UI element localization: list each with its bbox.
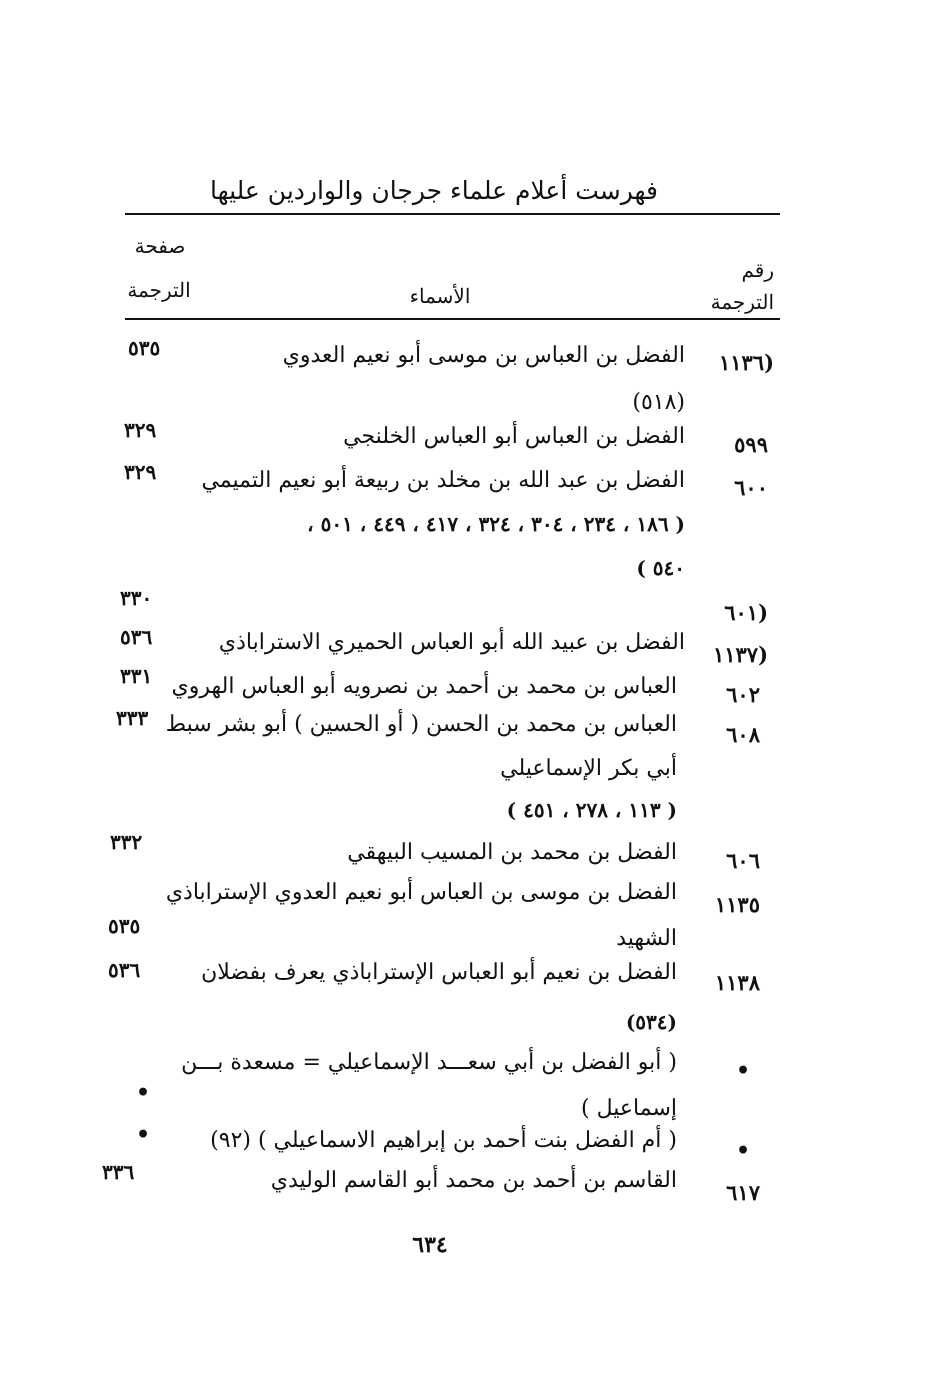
entry-name: الفضل بن عبيد الله أبو العباس الحميري الاستراباذي bbox=[218, 630, 685, 655]
entry-number: ٥٩٩ bbox=[734, 432, 768, 457]
entry-number: ٦٠٢ bbox=[726, 682, 760, 707]
entry-page: ٣٣٦ bbox=[102, 1160, 135, 1184]
entry-number: ٦٠١) bbox=[724, 600, 768, 625]
entry-number: ٦٠٦ bbox=[726, 848, 760, 873]
entry-number: • bbox=[736, 1058, 751, 1084]
entry-page: ٣٢٩ bbox=[124, 418, 157, 442]
entry-name: القاسم بن أحمد بن محمد أبو القاسم الوليدي bbox=[270, 1168, 677, 1193]
entry-page: ٣٣٠ bbox=[120, 586, 153, 610]
entry-page: ٣٣٣ bbox=[116, 706, 149, 730]
header-rule bbox=[125, 318, 780, 320]
entry-continuation: أبي بكر الإسماعيلي bbox=[500, 756, 677, 781]
entry-page: • bbox=[136, 1122, 151, 1148]
entry-continuation: الشهيد bbox=[616, 926, 677, 951]
entry-name: العباس بن محمد بن الحسن ( أو الحسين ) أبو بشر سبط bbox=[165, 712, 677, 737]
entry-continuation: (٥٣٤) bbox=[625, 1010, 677, 1034]
entry-name: الفضل بن محمد بن المسيب البيهقي bbox=[347, 840, 677, 865]
entry-page: ٥٣٦ bbox=[120, 625, 153, 649]
entry-continuation: (٥١٨) bbox=[632, 390, 685, 415]
entry-page: • bbox=[136, 1080, 151, 1106]
entry-name: العباس بن محمد بن أحمد بن نصرويه أبو العباس الهروي bbox=[171, 674, 677, 699]
header-page-top: صفحة bbox=[134, 234, 186, 258]
header-page-bottom: الترجمة bbox=[127, 278, 191, 302]
entry-page: ٥٣٦ bbox=[108, 958, 141, 982]
entry-continuation: ٥٤٠ ) bbox=[636, 556, 685, 580]
entry-number: • bbox=[736, 1138, 751, 1164]
entry-name: الفضل بن العباس بن موسى أبو نعيم العدوي bbox=[282, 343, 685, 368]
entry-page: ٥٣٥ bbox=[108, 914, 141, 938]
entry-name: الفضل بن العباس أبو العباس الخلنجي bbox=[343, 424, 685, 449]
entry-number: ١١٣٧) bbox=[712, 642, 768, 667]
entry-continuation: إسماعيل ) bbox=[581, 1096, 677, 1121]
entry-number: ٦٠٠ bbox=[734, 475, 768, 500]
entry-name: ( أم الفضل بنت أحمد بن إبراهيم الاسماعيلي ) (٩٢) bbox=[210, 1128, 677, 1153]
entry-page: ٣٣٢ bbox=[110, 830, 143, 854]
entry-number: ١١٣٦) bbox=[718, 350, 774, 375]
header-num-bottom: الترجمة bbox=[710, 290, 774, 314]
header-num-top: رقم bbox=[741, 258, 774, 282]
entry-name: الفضل بن نعيم أبو العباس الإستراباذي يعرف بفضلان bbox=[201, 960, 677, 985]
entry-number: ٦٠٨ bbox=[726, 722, 760, 747]
top-rule bbox=[125, 213, 780, 215]
entry-name: الفضل بن موسى بن العباس أبو نعيم العدوي الإستراباذي bbox=[165, 880, 677, 905]
entry-number: ١١٣٨ bbox=[714, 970, 760, 995]
entry-page: ٥٣٥ bbox=[128, 336, 161, 360]
entry-page: ٣٣١ bbox=[120, 664, 153, 688]
entry-name: الفضل بن عبد الله بن مخلد بن ربيعة أبو نعيم التميمي bbox=[201, 468, 685, 493]
entry-continuation: ( ١٨٦ ، ٢٣٤ ، ٣٠٤ ، ٣٢٤ ، ٤١٧ ، ٤٤٩ ، ٥٠١ ، bbox=[307, 512, 685, 536]
page-title: فهرست أعلام علماء جرجان والواردين عليها bbox=[209, 176, 658, 205]
entry-page: ٣٢٩ bbox=[124, 460, 157, 484]
entry-number: ١١٣٥ bbox=[714, 892, 760, 917]
entry-name: ( أبو الفضل بن أبي سعـــد الإسماعيلي = مسعدة بـــن bbox=[181, 1050, 677, 1075]
entry-continuation: ( ١١٣ ، ٢٧٨ ، ٤٥١ ) bbox=[506, 798, 677, 822]
footer-page-number: ٦٣٤ bbox=[412, 1232, 448, 1258]
entry-number: ٦١٧ bbox=[726, 1180, 760, 1205]
header-names: الأسماء bbox=[409, 284, 471, 308]
